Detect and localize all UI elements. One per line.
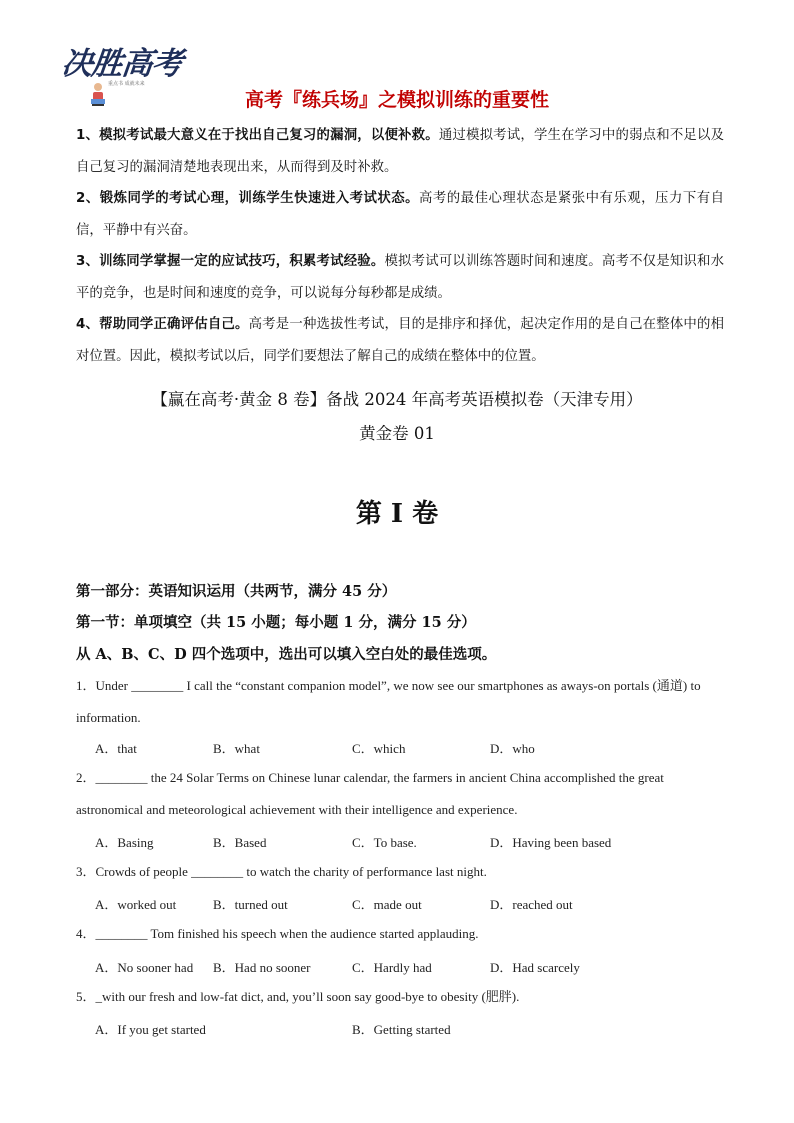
section-heading: 第一节：单项填空（共 15 小题；每小题 1 分，满分 15 分） [76, 614, 476, 631]
part-heading: 第一部分：英语知识运用（共两节，满分 45 分） [76, 583, 397, 600]
option-a[interactable]: A．If you get started [95, 1022, 206, 1037]
question-5 [76, 981, 726, 1013]
intro-point-heading: 3、训练同学掌握一定的应试技巧，积累考试经验。 [76, 254, 385, 269]
exam-subtitle: 黄金卷 01 [359, 424, 435, 443]
option-d[interactable]: D．Had scarcely [490, 960, 580, 975]
intro-point-heading: 4、帮助同学正确评估自己。 [76, 317, 249, 332]
option-a[interactable]: A．that [95, 741, 137, 756]
option-c[interactable]: C．Hardly had [352, 960, 432, 975]
option-b[interactable]: B．what [213, 741, 260, 756]
intro-paragraph [76, 309, 724, 372]
logo-text: 决胜高考 [59, 46, 184, 82]
question-4 [76, 918, 726, 950]
intro-point-text: 模拟考试可以训练答题时间和速度。高考不仅是知识和水平的竞争，也是时间和速度的竞争，可以说每分每秒都是成绩。 [76, 254, 724, 301]
intro-paragraph [76, 120, 724, 183]
question-stem: 1．Under ________ I call the “constant companion model”, we now see our smartphones as aways-on portals (通道) to information. [76, 678, 701, 725]
question-stem: 2．________ the 24 Solar Terms on Chinese lunar calendar, the farmers in ancient China accomplished the great astronomical and meteorological achievement with their intelligence and experience. [76, 770, 664, 817]
option-d[interactable]: D．reached out [490, 897, 573, 912]
intro-point-heading: 2、锻炼同学的考试心理，训练学生快速进入考试状态。 [76, 191, 420, 206]
question-stem: 4．________ Tom finished his speech when the audience started applauding. [76, 926, 479, 941]
intro-point-text: 高考的最佳心理状态是紧张中有乐观，压力下有自信，平静中有兴奋。 [76, 191, 724, 238]
option-d[interactable]: D．who [490, 741, 535, 756]
option-b[interactable]: B．Getting started [352, 1022, 451, 1037]
option-c[interactable]: C．which [352, 741, 406, 756]
question-3 [76, 856, 726, 888]
intro-point-text: 高考是一种选拔性考试，目的是排序和择优，起决定作用的是自己在整体中的相对位置。因此，模拟考试以后，同学们要想法了解自己的成绩在整体中的位置。 [76, 317, 724, 364]
option-a[interactable]: A．Basing [95, 835, 154, 850]
question-stem: 5．_with our fresh and low-fat dict, and, you’ll soon say good-bye to obesity (肥胖). [76, 989, 520, 1004]
volume-heading: 第 I 卷 [355, 499, 439, 529]
exam-title: 【赢在高考·黄金 8 卷】备战 2024 年高考英语模拟卷（天津专用） [151, 390, 643, 409]
question-stem: 3．Crowds of people ________ to watch the charity of performance last night. [76, 864, 487, 879]
page-title: 高考『练兵场』之模拟训练的重要性 [244, 89, 549, 111]
option-a[interactable]: A．worked out [95, 897, 177, 912]
option-c[interactable]: C．To base. [352, 835, 417, 850]
logo-subtext: 重点书 成就未来 [108, 81, 145, 87]
question-1 [76, 670, 726, 733]
intro-paragraph [76, 246, 724, 309]
intro-point-heading: 1、模拟考试最大意义在于找出自己复习的漏洞，以便补救。 [76, 128, 439, 143]
instruction-text: 从 A、B、C、D 四个选项中，选出可以填入空白处的最佳选项。 [76, 646, 497, 663]
option-b[interactable]: B．Had no sooner [213, 960, 311, 975]
intro-section [76, 120, 724, 372]
option-b[interactable]: B．turned out [213, 897, 288, 912]
intro-paragraph [76, 183, 724, 246]
question-2 [76, 762, 726, 825]
option-a[interactable]: A．No sooner had [95, 960, 194, 975]
option-d[interactable]: D．Having been based [490, 835, 612, 850]
option-b[interactable]: B．Based [213, 835, 267, 850]
option-c[interactable]: C．made out [352, 897, 422, 912]
intro-point-text: 通过模拟考试，学生在学习中的弱点和不足以及自己复习的漏洞清楚地表现出来，从而得到及时补救。 [76, 128, 724, 175]
